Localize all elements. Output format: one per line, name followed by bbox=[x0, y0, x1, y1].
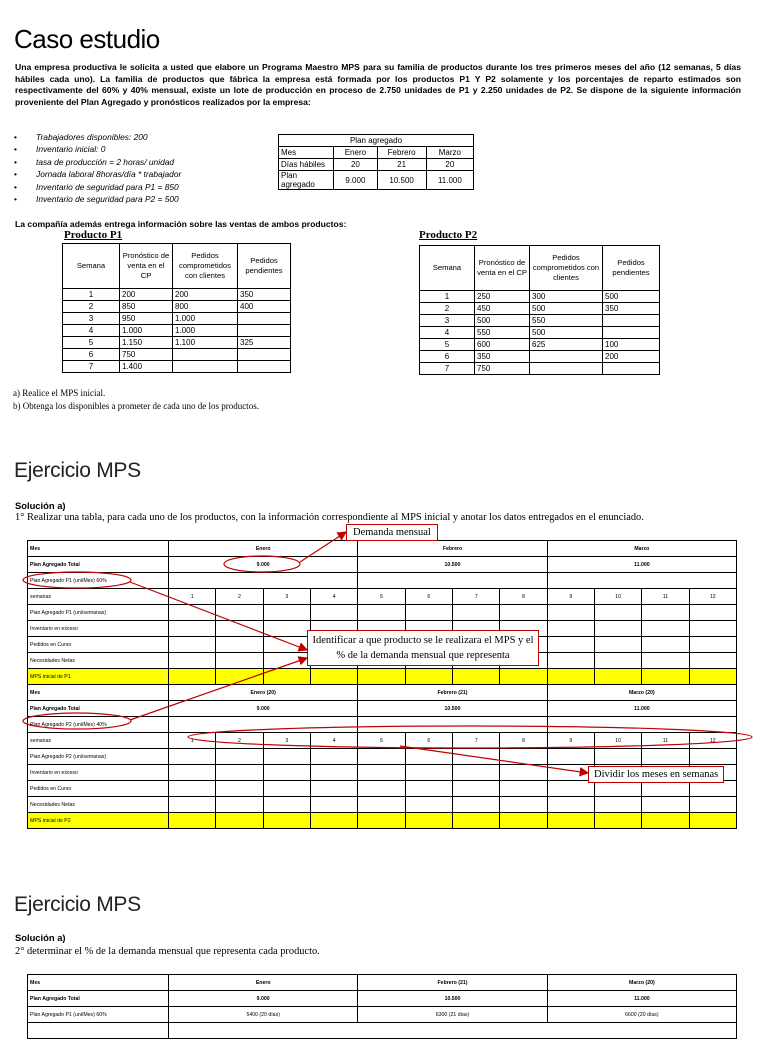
mps-cell bbox=[216, 605, 263, 621]
week-cell: 5 bbox=[358, 733, 405, 749]
week-cell: 3 bbox=[263, 733, 310, 749]
mps-cell bbox=[405, 765, 452, 781]
mps-cell: Marzo bbox=[547, 541, 736, 557]
mps-cell bbox=[642, 813, 689, 829]
mps-cell: 11.000 bbox=[547, 557, 736, 573]
mps-cell: Plan Agregado Total bbox=[28, 991, 169, 1007]
mps-table-2 bbox=[27, 974, 737, 1039]
data-bullet-list bbox=[14, 131, 181, 205]
plan-cell: 9.000 bbox=[334, 171, 377, 190]
mps-cell bbox=[642, 749, 689, 765]
table-header: Pedidos comprometidos con clientes bbox=[530, 246, 603, 291]
mps-cell bbox=[547, 797, 594, 813]
mps-cell bbox=[358, 573, 547, 589]
table-row bbox=[63, 313, 291, 325]
mps-cell: Febrero bbox=[358, 541, 547, 557]
table-cell: 625 bbox=[530, 339, 603, 351]
questions bbox=[13, 387, 259, 412]
mps-cell: MPS inicial de P2 bbox=[28, 813, 169, 829]
week-cell: 8 bbox=[500, 733, 547, 749]
question-b: b) Obtenga los disponibles a prometer de cada uno de los productos. bbox=[13, 400, 259, 411]
week-cell: 2 bbox=[216, 733, 263, 749]
mps-cell bbox=[310, 749, 357, 765]
mps-cell: semanas bbox=[28, 733, 169, 749]
plan-cell: 11.000 bbox=[426, 171, 473, 190]
mps-cell: semanas bbox=[28, 589, 169, 605]
week-cell: 9 bbox=[547, 733, 594, 749]
table-cell: 250 bbox=[475, 291, 530, 303]
mps-cell bbox=[547, 637, 594, 653]
table-cell bbox=[530, 363, 603, 375]
mps-cell: 9.000 bbox=[169, 991, 358, 1007]
mps-cell bbox=[500, 605, 547, 621]
table-cell: 350 bbox=[475, 351, 530, 363]
company-text: La compañía además entrega información sobre las ventas de ambos productos: bbox=[15, 219, 347, 229]
table-cell bbox=[173, 361, 238, 373]
mps-cell bbox=[547, 621, 594, 637]
mps-cell bbox=[405, 797, 452, 813]
mps-cell bbox=[216, 813, 263, 829]
week-cell: 8 bbox=[500, 589, 547, 605]
plan-title: Plan agregado bbox=[279, 135, 474, 147]
mps-cell bbox=[452, 813, 499, 829]
mps-cell bbox=[452, 669, 499, 685]
mps-cell bbox=[169, 637, 216, 653]
mps-cell: 10.500 bbox=[358, 557, 547, 573]
mps-cell: Enero bbox=[169, 541, 358, 557]
mps-cell bbox=[216, 797, 263, 813]
product-p2-title: Producto P2 bbox=[419, 229, 478, 241]
mps-cell: Plan Agregado P1 (uni/Mes) 60% bbox=[28, 1007, 169, 1023]
table-cell: 6 bbox=[420, 351, 475, 363]
table-cell: 950 bbox=[120, 313, 173, 325]
mps-cell bbox=[642, 669, 689, 685]
mps-cell bbox=[642, 653, 689, 669]
mps-cell bbox=[405, 813, 452, 829]
callout-dividir: Dividir los meses en semanas bbox=[588, 766, 724, 783]
table-cell bbox=[603, 327, 660, 339]
table-row bbox=[63, 301, 291, 313]
mps-cell bbox=[358, 781, 405, 797]
question-a: a) Realice el MPS inicial. bbox=[13, 388, 106, 398]
mps-cell bbox=[689, 621, 736, 637]
mps-cell bbox=[216, 637, 263, 653]
week-cell: 10 bbox=[594, 733, 641, 749]
plan-cell: Mes bbox=[279, 147, 334, 159]
table-row bbox=[420, 327, 660, 339]
table-cell bbox=[238, 313, 291, 325]
week-cell: 7 bbox=[452, 589, 499, 605]
plan-cell: Febrero bbox=[377, 147, 426, 159]
mps-cell: Pedidos en Curso bbox=[28, 637, 169, 653]
table-cell: 2 bbox=[420, 303, 475, 315]
mps-cell bbox=[263, 813, 310, 829]
mps-cell bbox=[452, 797, 499, 813]
mps-cell bbox=[216, 749, 263, 765]
plan-cell: 21 bbox=[377, 159, 426, 171]
mps-cell bbox=[452, 781, 499, 797]
mps-cell bbox=[358, 669, 405, 685]
table-cell: 1.150 bbox=[120, 337, 173, 349]
table-cell: 800 bbox=[173, 301, 238, 313]
table-header: Pronóstico de venta en el CP bbox=[120, 244, 173, 289]
table-cell bbox=[603, 315, 660, 327]
mps-cell bbox=[169, 573, 358, 589]
week-cell: 5 bbox=[358, 589, 405, 605]
mps-cell: Enero bbox=[169, 975, 358, 991]
table-cell: 450 bbox=[475, 303, 530, 315]
mps-cell bbox=[28, 1023, 169, 1039]
table-cell: 5 bbox=[420, 339, 475, 351]
table-cell: 325 bbox=[238, 337, 291, 349]
week-cell: 11 bbox=[642, 589, 689, 605]
mps-cell: Marzo (20) bbox=[547, 975, 736, 991]
week-cell: 7 bbox=[452, 733, 499, 749]
table-cell: 3 bbox=[420, 315, 475, 327]
table-cell: 200 bbox=[603, 351, 660, 363]
table-cell: 400 bbox=[238, 301, 291, 313]
plan-cell: 10.500 bbox=[377, 171, 426, 190]
table-row bbox=[420, 303, 660, 315]
table-cell: 1 bbox=[420, 291, 475, 303]
week-cell: 12 bbox=[689, 589, 736, 605]
intro-paragraph: Una empresa productiva le solicita a usted que elabore un Programa Maestro MPS para su familia de productos durante los tres primeros meses del año (12 semanas, 5 días hábiles cada uno). La familia de productos que fábrica la empresa está formada por los productos P1 Y P2 solamente y los porcentajes de reparto estimados son respectivamente del 60% y 40% mensual, existe un lote de producción en proceso de 2.750 unidades de P1 y 2.250 unidades de P2. Se dispone de la siguiente información proveniente del Plan Agregado y pronósticos realizados por la empresa: bbox=[15, 62, 741, 107]
table-row bbox=[63, 289, 291, 301]
mps-cell bbox=[405, 669, 452, 685]
mps-cell: Necesidades Netas bbox=[28, 653, 169, 669]
mps-cell bbox=[263, 749, 310, 765]
product-p1-title: Producto P1 bbox=[64, 229, 123, 241]
mps-cell: Mes bbox=[28, 541, 169, 557]
mps-cell bbox=[216, 765, 263, 781]
week-cell: 11 bbox=[642, 733, 689, 749]
mps-cell bbox=[169, 1023, 737, 1039]
plan-cell: 20 bbox=[426, 159, 473, 171]
mps-cell bbox=[358, 717, 547, 733]
mps-cell bbox=[405, 749, 452, 765]
mps-cell: Plan Agregado Total bbox=[28, 701, 169, 717]
table-header: Semana bbox=[63, 244, 120, 289]
mps-cell bbox=[169, 781, 216, 797]
section-heading: Ejercicio MPS bbox=[14, 893, 141, 916]
table-header: Pedidos pendientes bbox=[238, 244, 291, 289]
table-cell: 1.000 bbox=[173, 313, 238, 325]
table-cell: 850 bbox=[120, 301, 173, 313]
table-cell: 200 bbox=[120, 289, 173, 301]
mps-cell bbox=[594, 797, 641, 813]
table-cell: 2 bbox=[63, 301, 120, 313]
table-cell: 6 bbox=[63, 349, 120, 361]
plan-cell: Marzo bbox=[426, 147, 473, 159]
mps-cell bbox=[169, 813, 216, 829]
mps-cell bbox=[642, 621, 689, 637]
mps-cell bbox=[358, 797, 405, 813]
mps-cell: 10.500 bbox=[358, 991, 547, 1007]
week-cell: 3 bbox=[263, 589, 310, 605]
table-cell: 1 bbox=[63, 289, 120, 301]
table-cell: 350 bbox=[238, 289, 291, 301]
mps-cell bbox=[500, 797, 547, 813]
mps-cell: Mes bbox=[28, 685, 169, 701]
mps-cell bbox=[547, 653, 594, 669]
mps-cell bbox=[689, 749, 736, 765]
mps-cell bbox=[689, 605, 736, 621]
table-cell bbox=[238, 349, 291, 361]
bullet-item: • Inventario de seguridad para P1 = 850 bbox=[14, 181, 181, 193]
table-cell: 550 bbox=[475, 327, 530, 339]
step-text: 1° Realizar una tabla, para cada uno de los productos, con la información correspondiente al MPS inicial y anotar los datos entregados en el enunciado. bbox=[15, 512, 644, 523]
table-cell: 300 bbox=[530, 291, 603, 303]
bullet-item: • Trabajadores disponibles: 200 bbox=[14, 131, 181, 143]
table-cell bbox=[173, 349, 238, 361]
bullet-item: • tasa de producción = 2 horas/ unidad bbox=[14, 156, 181, 168]
table-cell bbox=[238, 361, 291, 373]
table-cell: 500 bbox=[475, 315, 530, 327]
step-text: 2° determinar el % de la demanda mensual que representa cada producto. bbox=[15, 946, 320, 957]
product-p1-table bbox=[62, 243, 291, 373]
mps-cell bbox=[358, 749, 405, 765]
week-cell: 10 bbox=[594, 589, 641, 605]
table-cell: 1.100 bbox=[173, 337, 238, 349]
mps-cell bbox=[216, 669, 263, 685]
table-cell: 500 bbox=[530, 327, 603, 339]
mps-cell: Plan Agregado P2 (uni/Mes) 40% bbox=[28, 717, 169, 733]
mps-cell: Enero (20) bbox=[169, 685, 358, 701]
mps-cell bbox=[169, 653, 216, 669]
table-cell: 600 bbox=[475, 339, 530, 351]
solution-label: Solución a) bbox=[15, 500, 66, 511]
table-header: Pedidos comprometidos con clientes bbox=[173, 244, 238, 289]
table-row bbox=[420, 363, 660, 375]
table-cell: 5 bbox=[63, 337, 120, 349]
table-cell: 750 bbox=[120, 349, 173, 361]
mps-cell bbox=[452, 605, 499, 621]
mps-cell bbox=[689, 797, 736, 813]
solution-label: Solución a) bbox=[15, 932, 66, 943]
mps-cell bbox=[263, 669, 310, 685]
section-heading: Ejercicio MPS bbox=[14, 459, 141, 482]
page-title: Caso estudio bbox=[14, 24, 160, 54]
mps-cell bbox=[594, 621, 641, 637]
mps-cell: Plan Agregado Total bbox=[28, 557, 169, 573]
callout-identificar: Identificar a que producto se le realizara el MPS y el % de la demanda mensual que representa bbox=[307, 630, 539, 666]
mps-cell: MPS inicial de P1 bbox=[28, 669, 169, 685]
mps-cell bbox=[310, 781, 357, 797]
mps-cell: Inventario en exceso bbox=[28, 765, 169, 781]
mps-cell bbox=[358, 813, 405, 829]
table-header: Semana bbox=[420, 246, 475, 291]
mps-cell: 10.500 bbox=[358, 701, 547, 717]
mps-cell bbox=[310, 669, 357, 685]
mps-cell bbox=[263, 765, 310, 781]
table-cell: 750 bbox=[475, 363, 530, 375]
mps-cell: 11.000 bbox=[547, 701, 736, 717]
mps-cell bbox=[547, 749, 594, 765]
callout-demanda: Demanda mensual bbox=[346, 524, 438, 541]
mps-cell bbox=[310, 813, 357, 829]
mps-cell bbox=[642, 637, 689, 653]
mps-cell bbox=[594, 749, 641, 765]
mps-cell bbox=[263, 621, 310, 637]
plan-agregado-table bbox=[278, 134, 474, 190]
mps-table-1 bbox=[27, 540, 737, 829]
mps-cell bbox=[547, 669, 594, 685]
table-cell bbox=[530, 351, 603, 363]
week-cell: 1 bbox=[169, 589, 216, 605]
table-cell: 200 bbox=[173, 289, 238, 301]
table-row bbox=[63, 337, 291, 349]
mps-cell: Mes bbox=[28, 975, 169, 991]
mps-cell bbox=[169, 621, 216, 637]
mps-cell bbox=[169, 749, 216, 765]
mps-cell: 6600 (20 días) bbox=[547, 1007, 736, 1023]
table-row bbox=[420, 351, 660, 363]
mps-cell bbox=[452, 749, 499, 765]
table-row bbox=[420, 339, 660, 351]
mps-cell bbox=[169, 669, 216, 685]
table-cell bbox=[238, 325, 291, 337]
mps-cell bbox=[689, 653, 736, 669]
mps-cell bbox=[358, 765, 405, 781]
mps-cell: 9.000 bbox=[169, 701, 358, 717]
table-row bbox=[420, 291, 660, 303]
table-header: Pronóstico de venta en el CP bbox=[475, 246, 530, 291]
mps-cell: Febrero (21) bbox=[358, 975, 547, 991]
mps-cell: Plan Agregado P1 (uni/semanas) bbox=[28, 605, 169, 621]
mps-cell: Febrero (21) bbox=[358, 685, 547, 701]
table-cell: 7 bbox=[420, 363, 475, 375]
mps-cell: Marzo (20) bbox=[547, 685, 736, 701]
bullet-item: • Inventario inicial: 0 bbox=[14, 143, 181, 155]
bullet-item: • Inventario de seguridad para P2 = 500 bbox=[14, 193, 181, 205]
week-cell: 4 bbox=[310, 589, 357, 605]
mps-cell bbox=[594, 813, 641, 829]
week-cell: 9 bbox=[547, 589, 594, 605]
mps-cell bbox=[169, 717, 358, 733]
mps-cell bbox=[169, 797, 216, 813]
mps-cell bbox=[500, 781, 547, 797]
mps-cell bbox=[216, 621, 263, 637]
mps-cell bbox=[689, 669, 736, 685]
table-cell: 1.000 bbox=[173, 325, 238, 337]
plan-cell: 20 bbox=[334, 159, 377, 171]
plan-cell: Enero bbox=[334, 147, 377, 159]
week-cell: 4 bbox=[310, 733, 357, 749]
mps-cell: 11.000 bbox=[547, 991, 736, 1007]
mps-cell bbox=[500, 813, 547, 829]
mps-cell: 9.000 bbox=[169, 557, 358, 573]
mps-cell bbox=[310, 797, 357, 813]
mps-cell bbox=[547, 813, 594, 829]
bullet-item: • Jornada laboral 8horas/día * trabajador bbox=[14, 168, 181, 180]
mps-cell bbox=[689, 637, 736, 653]
week-cell: 1 bbox=[169, 733, 216, 749]
mps-cell bbox=[642, 797, 689, 813]
mps-cell bbox=[594, 605, 641, 621]
mps-cell bbox=[594, 653, 641, 669]
table-cell: 500 bbox=[530, 303, 603, 315]
mps-cell bbox=[263, 605, 310, 621]
table-row bbox=[420, 315, 660, 327]
mps-cell bbox=[169, 605, 216, 621]
mps-cell bbox=[594, 637, 641, 653]
table-cell: 100 bbox=[603, 339, 660, 351]
mps-cell bbox=[310, 765, 357, 781]
mps-cell: Plan Agregado P2 (uni/semanas) bbox=[28, 749, 169, 765]
mps-cell bbox=[216, 653, 263, 669]
mps-cell bbox=[405, 781, 452, 797]
mps-cell: Inventario en exceso bbox=[28, 621, 169, 637]
mps-cell bbox=[405, 605, 452, 621]
table-row bbox=[63, 325, 291, 337]
mps-cell: Pedidos en Curso bbox=[28, 781, 169, 797]
week-cell: 6 bbox=[405, 589, 452, 605]
product-p2-table bbox=[419, 245, 660, 375]
mps-cell bbox=[547, 717, 736, 733]
table-cell: 1.000 bbox=[120, 325, 173, 337]
mps-cell bbox=[263, 637, 310, 653]
mps-cell: Plan Agregado P1 (uni/Mes) 60% bbox=[28, 573, 169, 589]
table-cell: 7 bbox=[63, 361, 120, 373]
table-row bbox=[63, 361, 291, 373]
mps-cell: Necesidades Netas bbox=[28, 797, 169, 813]
mps-cell bbox=[263, 797, 310, 813]
week-cell: 6 bbox=[405, 733, 452, 749]
table-cell: 550 bbox=[530, 315, 603, 327]
mps-cell bbox=[500, 669, 547, 685]
mps-cell: 5400 (20 días) bbox=[169, 1007, 358, 1023]
table-cell: 4 bbox=[420, 327, 475, 339]
mps-cell bbox=[263, 781, 310, 797]
mps-cell: 6300 (21 días) bbox=[358, 1007, 547, 1023]
table-cell bbox=[603, 363, 660, 375]
mps-cell bbox=[642, 605, 689, 621]
mps-cell bbox=[500, 765, 547, 781]
table-cell: 1.400 bbox=[120, 361, 173, 373]
mps-cell bbox=[452, 765, 499, 781]
mps-cell bbox=[169, 765, 216, 781]
mps-cell bbox=[689, 813, 736, 829]
plan-cell: Plan agregado bbox=[279, 171, 334, 190]
plan-cell: Días hábiles bbox=[279, 159, 334, 171]
mps-cell bbox=[310, 605, 357, 621]
table-header: Pedidos pendientes bbox=[603, 246, 660, 291]
mps-cell bbox=[263, 653, 310, 669]
mps-cell bbox=[547, 605, 594, 621]
table-cell: 3 bbox=[63, 313, 120, 325]
week-cell: 2 bbox=[216, 589, 263, 605]
mps-cell bbox=[594, 669, 641, 685]
table-row bbox=[63, 349, 291, 361]
mps-cell bbox=[547, 573, 736, 589]
mps-cell bbox=[216, 781, 263, 797]
mps-cell bbox=[500, 749, 547, 765]
table-cell: 350 bbox=[603, 303, 660, 315]
mps-cell bbox=[358, 605, 405, 621]
table-cell: 500 bbox=[603, 291, 660, 303]
table-cell: 4 bbox=[63, 325, 120, 337]
week-cell: 12 bbox=[689, 733, 736, 749]
